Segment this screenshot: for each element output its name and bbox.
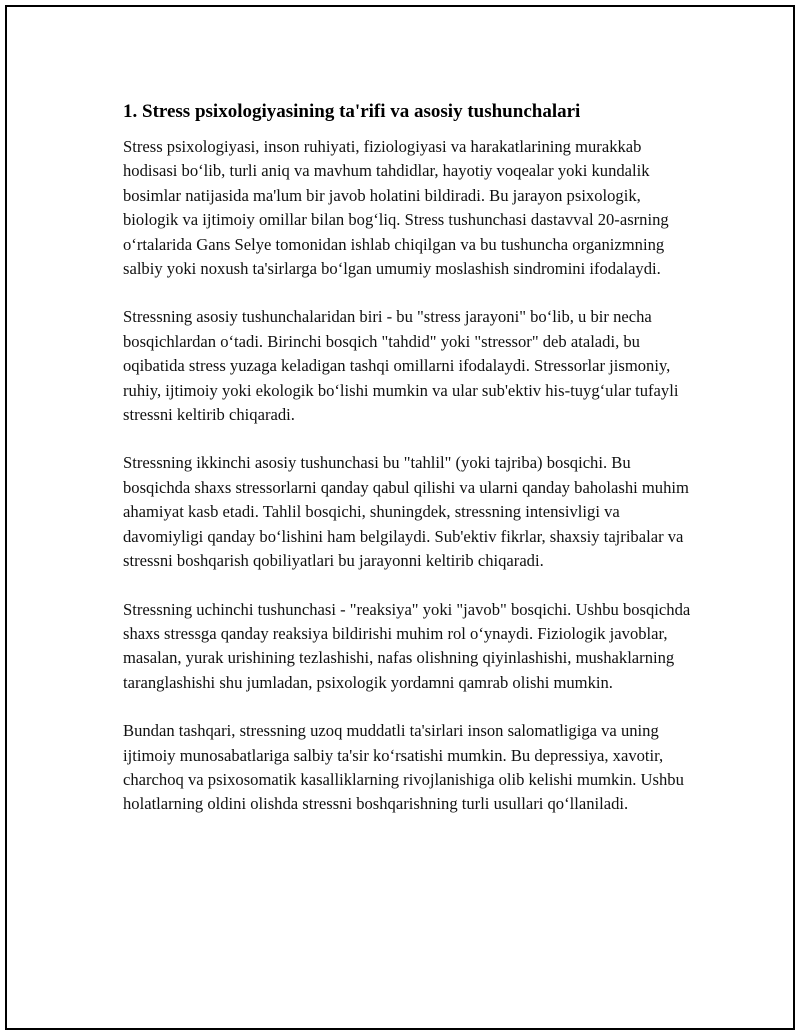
paragraph-3: Stressning ikkinchi asosiy tushunchasi bu "tahlil" (yoki tajriba) bosqichi. Bu bosqichda shaxs stressorlarni qanday qabul qilishi va ularni qanday baholashi muhim ahamiyat kasb etadi. Tahlil bosqichi, shuningdek, stressning intensivligi va davomiyligi qanday bo‘lishini ham belgilaydi. Sub'ektiv fikrlar, shaxsiy tajribalar va stressni boshqarish qobiliyatlari bu jarayonni keltirib chiqaradi. xyxy=(123,453,689,571)
paragraph-1: Stress psixologiyasi, inson ruhiyati, fiziologiyasi va harakatlarining murakkab hodisasi bo‘lib, turli aniq va mavhum tahdidlar, hayotiy voqealar yoki kundalik bosimlar natijasida ma'lum bir javob holatini bildiradi. Bu jarayon psixologik, biologik va ijtimoiy omillar bilan bog‘liq. Stress tushunchasi dastavval 20-asrning o‘rtalarida Gans Selye tomonidan ishlab chiqilgan va bu tushuncha organizmning salbiy yoki noxush ta'sirlarga bo‘lgan umumiy moslashish sindromini ifodalaydi. xyxy=(123,137,669,279)
document-body xyxy=(123,99,693,841)
paragraph-2: Stressning asosiy tushunchalaridan biri - bu "stress jarayoni" bo‘lib, u bir necha bosqichlardan o‘tadi. Birinchi bosqich "tahdid" yoki "stressor" deb ataladi, bu oqibatida stress yuzaga keladigan tashqi omillarni ifodalaydi. Stressorlar jismoniy, ruhiy, ijtimoiy yoki ekologik bo‘lishi mumkin va ular sub'ektiv his-tuyg‘ular tufayli stressni keltirib chiqaradi. xyxy=(123,307,679,425)
paragraph-5: Bundan tashqari, stressning uzoq muddatli ta'sirlari inson salomatligiga va uning ijtimoiy munosabatlariga salbiy ta'sir ko‘rsatishi mumkin. Bu depressiya, xavotir, charchoq va psixosomatik kasalliklarning rivojlanishiga olib kelishi mumkin. Ushbu holatlarning oldini olishda stressni boshqarishning turli usullari qo‘llaniladi. xyxy=(123,721,684,814)
section-heading: 1. Stress psixologiyasining ta'rifi va asosiy tushunchalari xyxy=(123,101,581,122)
page-frame xyxy=(5,5,795,1030)
paragraph-4: Stressning uchinchi tushunchasi - "reaksiya" yoki "javob" bosqichi. Ushbu bosqichda shaxs stressga qanday reaksiya bildirishi muhim rol o‘ynaydi. Fiziologik javoblar, masalan, yurak urishining tezlashishi, nafas olishning qiyinlashishi, mushaklarning taranglashishi shu jumladan, psixologik yordamni qamrab olishi mumkin. xyxy=(123,599,691,692)
